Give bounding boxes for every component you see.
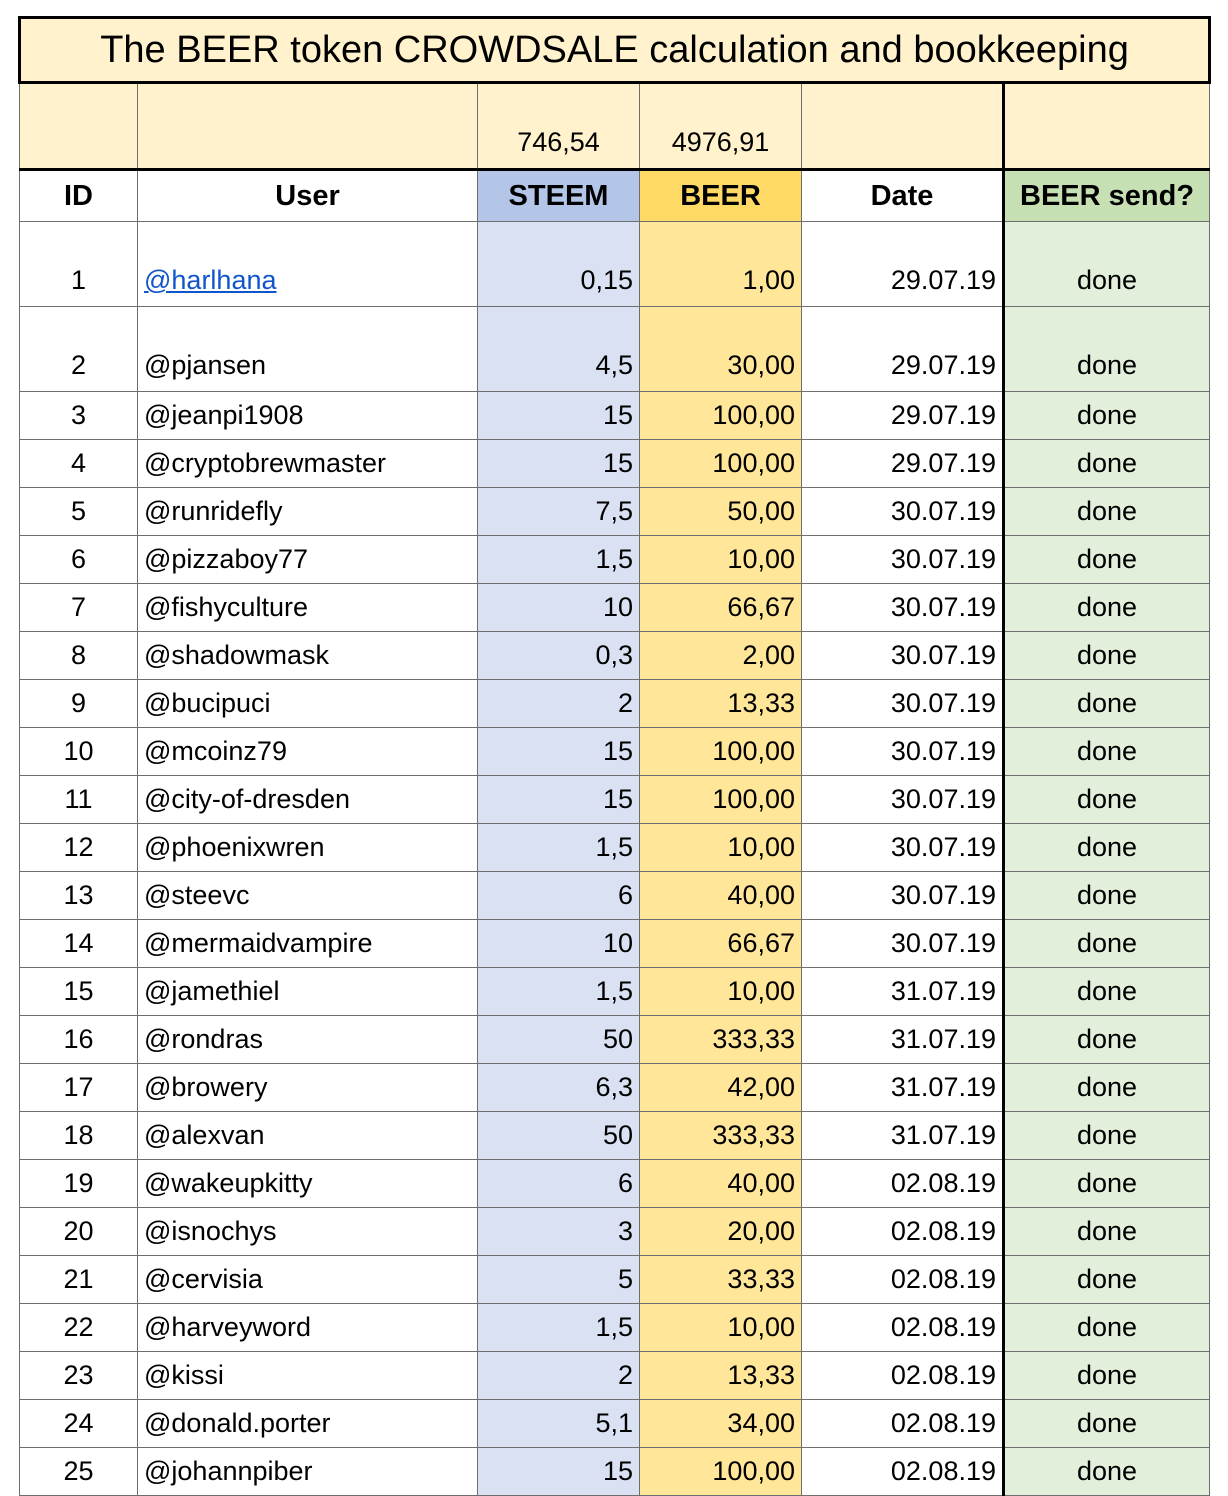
- cell-user[interactable]: @bucipuci: [138, 680, 478, 728]
- header-steem[interactable]: STEEM: [478, 170, 640, 222]
- cell-id[interactable]: 4: [20, 440, 138, 488]
- cell-steem[interactable]: 5,1: [478, 1400, 640, 1448]
- table-row: [20, 920, 1210, 968]
- cell-steem[interactable]: 1,5: [478, 968, 640, 1016]
- cell-id[interactable]: 2: [20, 307, 138, 392]
- table-row: [20, 872, 1210, 920]
- cell-date[interactable]: 30.07.19: [802, 872, 1004, 920]
- crowdsale-table: [18, 16, 1211, 1496]
- cell-beer[interactable]: 40,00: [640, 872, 802, 920]
- cell-date[interactable]: 29.07.19: [802, 307, 1004, 392]
- cell-beer-send[interactable]: done: [1004, 1448, 1210, 1496]
- cell-beer-send[interactable]: done: [1004, 584, 1210, 632]
- cell-id[interactable]: 15: [20, 968, 138, 1016]
- cell-user[interactable]: @jeanpi1908: [138, 392, 478, 440]
- cell-user[interactable]: @wakeupkitty: [138, 1160, 478, 1208]
- cell-beer[interactable]: 100,00: [640, 440, 802, 488]
- cell-beer-send[interactable]: done: [1004, 1256, 1210, 1304]
- cell-beer[interactable]: 100,00: [640, 392, 802, 440]
- cell-date[interactable]: 30.07.19: [802, 776, 1004, 824]
- cell-date[interactable]: 02.08.19: [802, 1208, 1004, 1256]
- cell-steem[interactable]: 15: [478, 1448, 640, 1496]
- total-beer[interactable]: 4976,91: [640, 83, 802, 170]
- cell-beer[interactable]: 13,33: [640, 1352, 802, 1400]
- cell-user[interactable]: @steevc: [138, 872, 478, 920]
- cell-beer[interactable]: 100,00: [640, 728, 802, 776]
- cell-date[interactable]: 31.07.19: [802, 1112, 1004, 1160]
- cell-id[interactable]: 20: [20, 1208, 138, 1256]
- cell-steem[interactable]: 50: [478, 1112, 640, 1160]
- cell-user[interactable]: @browery: [138, 1064, 478, 1112]
- cell-beer[interactable]: 42,00: [640, 1064, 802, 1112]
- title-row: [20, 18, 1210, 83]
- table-row: [20, 1112, 1210, 1160]
- cell-beer-send[interactable]: done: [1004, 1160, 1210, 1208]
- cell-date[interactable]: 30.07.19: [802, 632, 1004, 680]
- cell-beer-send[interactable]: done: [1004, 392, 1210, 440]
- table-row: [20, 584, 1210, 632]
- cell-user[interactable]: @alexvan: [138, 1112, 478, 1160]
- table-row: [20, 1352, 1210, 1400]
- cell-user[interactable]: @cervisia: [138, 1256, 478, 1304]
- cell-beer[interactable]: 10,00: [640, 968, 802, 1016]
- cell-id[interactable]: 7: [20, 584, 138, 632]
- cell-steem[interactable]: 6,3: [478, 1064, 640, 1112]
- cell-beer-send[interactable]: done: [1004, 632, 1210, 680]
- table-row: [20, 824, 1210, 872]
- cell-id[interactable]: 17: [20, 1064, 138, 1112]
- cell-steem[interactable]: 10: [478, 584, 640, 632]
- cell-steem[interactable]: 15: [478, 392, 640, 440]
- cell-date[interactable]: 30.07.19: [802, 584, 1004, 632]
- cell-beer[interactable]: 100,00: [640, 1448, 802, 1496]
- cell-id[interactable]: 25: [20, 1448, 138, 1496]
- cell-beer-send[interactable]: done: [1004, 728, 1210, 776]
- cell-id[interactable]: 10: [20, 728, 138, 776]
- cell-steem[interactable]: 3: [478, 1208, 640, 1256]
- cell-beer[interactable]: 10,00: [640, 1304, 802, 1352]
- table-row: [20, 728, 1210, 776]
- cell-user[interactable]: @kissi: [138, 1352, 478, 1400]
- cell-date[interactable]: 02.08.19: [802, 1448, 1004, 1496]
- cell-steem[interactable]: 7,5: [478, 488, 640, 536]
- cell-id[interactable]: 11: [20, 776, 138, 824]
- cell-steem[interactable]: 1,5: [478, 1304, 640, 1352]
- cell-date[interactable]: 30.07.19: [802, 728, 1004, 776]
- cell-date[interactable]: 30.07.19: [802, 680, 1004, 728]
- cell-date[interactable]: 30.07.19: [802, 824, 1004, 872]
- cell-beer-send[interactable]: done: [1004, 968, 1210, 1016]
- user-link[interactable]: @harlhana: [144, 265, 277, 295]
- cell-user[interactable]: @jamethiel: [138, 968, 478, 1016]
- cell-id[interactable]: 23: [20, 1352, 138, 1400]
- cell-date[interactable]: 31.07.19: [802, 968, 1004, 1016]
- cell-date[interactable]: 02.08.19: [802, 1304, 1004, 1352]
- cell-beer-send[interactable]: done: [1004, 1400, 1210, 1448]
- cell-beer-send[interactable]: done: [1004, 440, 1210, 488]
- table-row: [20, 680, 1210, 728]
- cell-beer[interactable]: 50,00: [640, 488, 802, 536]
- cell-beer[interactable]: 333,33: [640, 1016, 802, 1064]
- cell-id[interactable]: 24: [20, 1400, 138, 1448]
- table-row: [20, 776, 1210, 824]
- header-id[interactable]: ID: [20, 170, 138, 222]
- cell-beer[interactable]: 33,33: [640, 1256, 802, 1304]
- cell-id[interactable]: 16: [20, 1016, 138, 1064]
- table-row: [20, 1256, 1210, 1304]
- cell-user[interactable]: @runridefly: [138, 488, 478, 536]
- cell-steem[interactable]: 4,5: [478, 307, 640, 392]
- cell-beer[interactable]: 1,00: [640, 222, 802, 307]
- table-row: [20, 307, 1210, 392]
- header-date[interactable]: Date: [802, 170, 1004, 222]
- cell-id[interactable]: 21: [20, 1256, 138, 1304]
- totals-empty-user[interactable]: [138, 83, 478, 170]
- cell-steem[interactable]: 15: [478, 776, 640, 824]
- table-row: [20, 1208, 1210, 1256]
- cell-steem[interactable]: 2: [478, 680, 640, 728]
- cell-beer[interactable]: 100,00: [640, 776, 802, 824]
- cell-id[interactable]: 19: [20, 1160, 138, 1208]
- cell-beer[interactable]: 10,00: [640, 824, 802, 872]
- table-row: [20, 536, 1210, 584]
- totals-empty-send[interactable]: [1004, 83, 1210, 170]
- totals-row: [20, 83, 1210, 170]
- table-row: [20, 968, 1210, 1016]
- cell-steem[interactable]: 50: [478, 1016, 640, 1064]
- cell-user[interactable]: @pjansen: [138, 307, 478, 392]
- cell-id[interactable]: 14: [20, 920, 138, 968]
- cell-steem[interactable]: 1,5: [478, 824, 640, 872]
- cell-beer[interactable]: 20,00: [640, 1208, 802, 1256]
- cell-steem[interactable]: 2: [478, 1352, 640, 1400]
- cell-steem[interactable]: 0,15: [478, 222, 640, 307]
- table-row: [20, 1160, 1210, 1208]
- cell-beer-send[interactable]: done: [1004, 1304, 1210, 1352]
- cell-user[interactable]: @harveyword: [138, 1304, 478, 1352]
- cell-user[interactable]: @pizzaboy77: [138, 536, 478, 584]
- cell-steem[interactable]: 5: [478, 1256, 640, 1304]
- cell-steem[interactable]: 6: [478, 1160, 640, 1208]
- cell-user[interactable]: @isnochys: [138, 1208, 478, 1256]
- cell-user[interactable]: @mermaidvampire: [138, 920, 478, 968]
- cell-date[interactable]: 02.08.19: [802, 1400, 1004, 1448]
- cell-id[interactable]: 22: [20, 1304, 138, 1352]
- cell-id[interactable]: 1: [20, 222, 138, 307]
- cell-steem[interactable]: 0,3: [478, 632, 640, 680]
- cell-date[interactable]: 31.07.19: [802, 1064, 1004, 1112]
- cell-id[interactable]: 9: [20, 680, 138, 728]
- table-row: [20, 1304, 1210, 1352]
- cell-date[interactable]: 30.07.19: [802, 536, 1004, 584]
- cell-beer-send[interactable]: done: [1004, 824, 1210, 872]
- table-row: [20, 222, 1210, 307]
- cell-id[interactable]: 8: [20, 632, 138, 680]
- cell-beer-send[interactable]: done: [1004, 1352, 1210, 1400]
- cell-id[interactable]: 3: [20, 392, 138, 440]
- cell-beer[interactable]: 10,00: [640, 536, 802, 584]
- cell-beer-send[interactable]: done: [1004, 488, 1210, 536]
- header-beer[interactable]: BEER: [640, 170, 802, 222]
- cell-user[interactable]: @rondras: [138, 1016, 478, 1064]
- cell-date[interactable]: 30.07.19: [802, 488, 1004, 536]
- cell-date[interactable]: 29.07.19: [802, 440, 1004, 488]
- cell-user[interactable]: @phoenixwren: [138, 824, 478, 872]
- table-row: [20, 1448, 1210, 1496]
- cell-beer-send[interactable]: done: [1004, 776, 1210, 824]
- header-beer-send[interactable]: BEER send?: [1004, 170, 1210, 222]
- cell-beer[interactable]: 34,00: [640, 1400, 802, 1448]
- table-row: [20, 488, 1210, 536]
- cell-beer-send[interactable]: done: [1004, 872, 1210, 920]
- cell-steem[interactable]: 15: [478, 728, 640, 776]
- cell-user[interactable]: [138, 222, 478, 307]
- cell-beer-send[interactable]: done: [1004, 1064, 1210, 1112]
- cell-beer-send[interactable]: done: [1004, 1208, 1210, 1256]
- cell-steem[interactable]: 10: [478, 920, 640, 968]
- cell-user[interactable]: @johannpiber: [138, 1448, 478, 1496]
- totals-empty-date[interactable]: [802, 83, 1004, 170]
- totals-empty-id[interactable]: [20, 83, 138, 170]
- cell-beer-send[interactable]: done: [1004, 920, 1210, 968]
- cell-beer[interactable]: 333,33: [640, 1112, 802, 1160]
- cell-date[interactable]: 02.08.19: [802, 1256, 1004, 1304]
- cell-id[interactable]: 18: [20, 1112, 138, 1160]
- cell-beer[interactable]: 66,67: [640, 584, 802, 632]
- cell-beer-send[interactable]: done: [1004, 1112, 1210, 1160]
- cell-id[interactable]: 13: [20, 872, 138, 920]
- cell-date[interactable]: 02.08.19: [802, 1352, 1004, 1400]
- cell-id[interactable]: 5: [20, 488, 138, 536]
- table-row: [20, 1016, 1210, 1064]
- cell-user[interactable]: @fishyculture: [138, 584, 478, 632]
- table-row: [20, 1400, 1210, 1448]
- cell-id[interactable]: 6: [20, 536, 138, 584]
- cell-date[interactable]: 30.07.19: [802, 920, 1004, 968]
- cell-user[interactable]: @mcoinz79: [138, 728, 478, 776]
- cell-date[interactable]: 29.07.19: [802, 222, 1004, 307]
- cell-id[interactable]: 12: [20, 824, 138, 872]
- cell-beer[interactable]: 66,67: [640, 920, 802, 968]
- total-steem[interactable]: 746,54: [478, 83, 640, 170]
- cell-beer[interactable]: 13,33: [640, 680, 802, 728]
- cell-beer[interactable]: 30,00: [640, 307, 802, 392]
- cell-steem[interactable]: 1,5: [478, 536, 640, 584]
- table-row: [20, 1064, 1210, 1112]
- sheet-title: The BEER token CROWDSALE calculation and bookkeeping: [20, 18, 1210, 83]
- cell-beer-send[interactable]: done: [1004, 222, 1210, 307]
- cell-beer-send[interactable]: done: [1004, 1016, 1210, 1064]
- cell-beer[interactable]: 40,00: [640, 1160, 802, 1208]
- cell-user[interactable]: @donald.porter: [138, 1400, 478, 1448]
- cell-user[interactable]: @city-of-dresden: [138, 776, 478, 824]
- cell-beer-send[interactable]: done: [1004, 680, 1210, 728]
- cell-beer-send[interactable]: done: [1004, 307, 1210, 392]
- header-user[interactable]: User: [138, 170, 478, 222]
- cell-user[interactable]: @cryptobrewmaster: [138, 440, 478, 488]
- cell-date[interactable]: 02.08.19: [802, 1160, 1004, 1208]
- cell-user[interactable]: @shadowmask: [138, 632, 478, 680]
- cell-steem[interactable]: 6: [478, 872, 640, 920]
- header-row: [20, 170, 1210, 222]
- table-row: [20, 392, 1210, 440]
- cell-beer-send[interactable]: done: [1004, 536, 1210, 584]
- cell-date[interactable]: 31.07.19: [802, 1016, 1004, 1064]
- cell-date[interactable]: 29.07.19: [802, 392, 1004, 440]
- table-row: [20, 632, 1210, 680]
- cell-beer[interactable]: 2,00: [640, 632, 802, 680]
- table-row: [20, 440, 1210, 488]
- cell-steem[interactable]: 15: [478, 440, 640, 488]
